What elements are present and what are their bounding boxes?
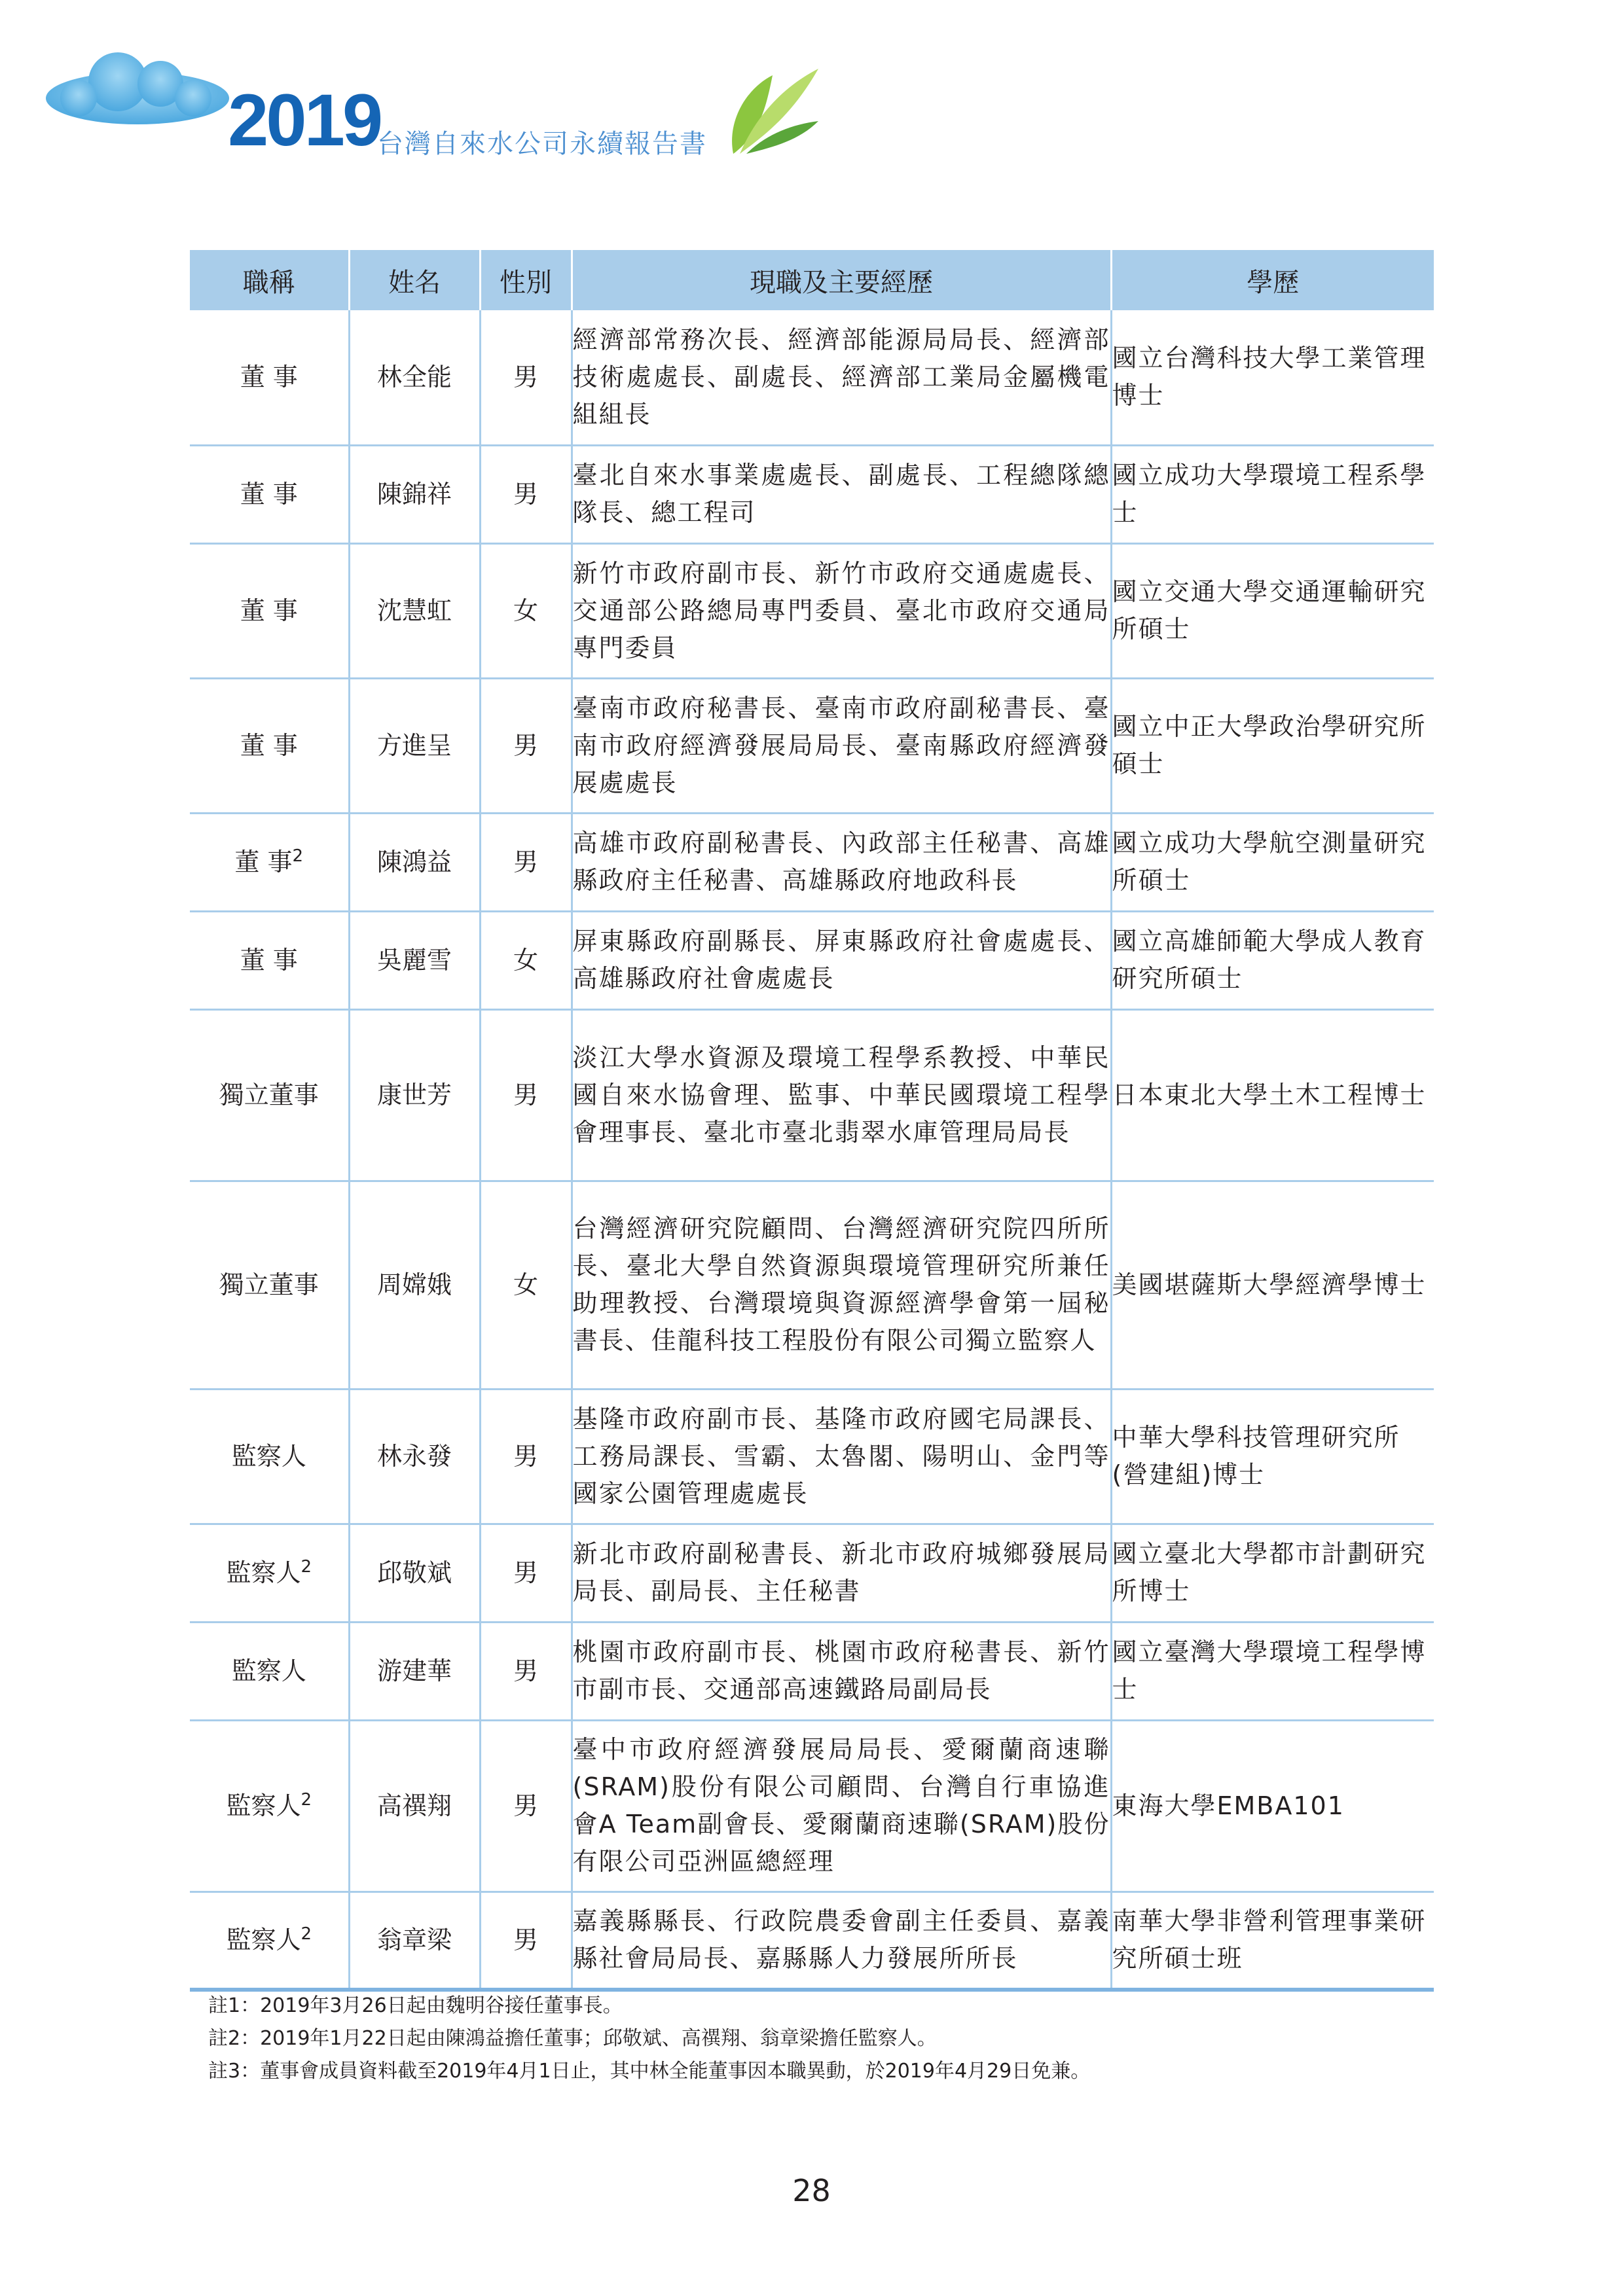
cell-title xyxy=(190,678,349,813)
cell-gender: 男 xyxy=(480,813,572,911)
cell-education: 國立臺灣大學環境工程學博士 xyxy=(1111,1622,1434,1720)
cell-name: 吳麗雪 xyxy=(349,911,480,1009)
table-row xyxy=(190,1720,1434,1892)
cell-gender: 男 xyxy=(480,1720,572,1892)
cell-gender: 男 xyxy=(480,1524,572,1622)
col-header-experience: 現職及主要經歷 xyxy=(572,250,1111,310)
footnote-marker: 2 xyxy=(301,1556,312,1577)
cell-education: 國立交通大學交通運輸研究所碩士 xyxy=(1111,543,1434,678)
cell-gender: 男 xyxy=(480,310,572,445)
cell-name: 康世芳 xyxy=(349,1009,480,1181)
footnotes xyxy=(208,1990,1090,2088)
cell-name: 林永發 xyxy=(349,1389,480,1524)
table-row xyxy=(190,543,1434,678)
title-text: 董 事 xyxy=(240,945,298,975)
cell-name: 高禩翔 xyxy=(349,1720,480,1892)
cell-title xyxy=(190,310,349,445)
footnote: 註3：董事會成員資料截至2019年4月1日止，其中林全能董事因本職異動，於2019年4月29日免兼。 xyxy=(208,2060,1091,2083)
col-header-education: 學歷 xyxy=(1111,250,1434,310)
cell-experience: 基隆市政府副市長、基隆市政府國宅局課長、工務局課長、雪霸、太魯閣、陽明山、金門等國家公園管理處處長 xyxy=(572,1389,1111,1524)
title-text: 監察人 xyxy=(226,1558,301,1587)
title-text: 監察人 xyxy=(226,1925,301,1954)
cell-experience: 桃園市政府副市長、桃園市政府秘書長、新竹市副市長、交通部高速鐵路局副局長 xyxy=(572,1622,1111,1720)
board-members-table xyxy=(190,250,1434,1992)
table-row xyxy=(190,1181,1434,1389)
title-text: 董 事 xyxy=(240,362,298,391)
cell-gender: 男 xyxy=(480,1892,572,1990)
cell-title xyxy=(190,1389,349,1524)
cloud-logo-icon xyxy=(39,46,236,131)
cell-education: 國立成功大學航空測量研究所碩士 xyxy=(1111,813,1434,911)
table-row xyxy=(190,445,1434,543)
cell-gender: 男 xyxy=(480,678,572,813)
cell-experience: 淡江大學水資源及環境工程學系教授、中華民國自來水協會理、監事、中華民國環境工程學會理事長、臺北市臺北翡翠水庫管理局局長 xyxy=(572,1009,1111,1181)
title-text: 監察人 xyxy=(231,1441,306,1471)
footnote: 註1：2019年3月26日起由魏明谷接任董事長。 xyxy=(208,1994,623,2017)
cell-gender: 男 xyxy=(480,445,572,543)
cell-gender: 女 xyxy=(480,543,572,678)
cell-experience: 經濟部常務次長、經濟部能源局局長、經濟部技術處處長、副處長、經濟部工業局金屬機電組組長 xyxy=(572,310,1111,445)
table-row xyxy=(190,1009,1434,1181)
title-text: 監察人 xyxy=(226,1791,301,1820)
title-text: 董 事 xyxy=(240,596,298,625)
cell-title xyxy=(190,1009,349,1181)
table-row xyxy=(190,911,1434,1009)
cell-experience: 高雄市政府副秘書長、內政部主任秘書、高雄縣政府主任秘書、高雄縣政府地政科長 xyxy=(572,813,1111,911)
cell-education: 南華大學非營利管理事業研究所碩士班 xyxy=(1111,1892,1434,1990)
table-row xyxy=(190,1892,1434,1990)
cell-education: 國立中正大學政治學研究所碩士 xyxy=(1111,678,1434,813)
title-text: 獨立董事 xyxy=(219,1270,319,1299)
cell-name: 沈慧虹 xyxy=(349,543,480,678)
col-header-gender: 性別 xyxy=(480,250,572,310)
title-text: 董 事 xyxy=(234,847,293,876)
cell-name: 翁章梁 xyxy=(349,1892,480,1990)
title-text: 董 事 xyxy=(240,479,298,509)
report-year: 2019 xyxy=(228,79,381,161)
col-header-name: 姓名 xyxy=(349,250,480,310)
cell-education: 中華大學科技管理研究所(營建組)博士 xyxy=(1111,1389,1434,1524)
cell-education: 國立高雄師範大學成人教育研究所碩士 xyxy=(1111,911,1434,1009)
table-row xyxy=(190,1389,1434,1524)
cell-name: 方進呈 xyxy=(349,678,480,813)
table-row xyxy=(190,1524,1434,1622)
cell-experience: 臺北自來水事業處處長、副處長、工程總隊總隊長、總工程司 xyxy=(572,445,1111,543)
table-row xyxy=(190,1622,1434,1720)
table-row xyxy=(190,813,1434,911)
footnote: 註2：2019年1月22日起由陳鴻益擔任董事；邱敬斌、高禩翔、翁章梁擔任監察人。 xyxy=(208,2027,937,2050)
cell-education: 國立臺北大學都市計劃研究所博士 xyxy=(1111,1524,1434,1622)
cell-education: 國立成功大學環境工程系學士 xyxy=(1111,445,1434,543)
cell-name: 陳錦祥 xyxy=(349,445,480,543)
cell-title xyxy=(190,1181,349,1389)
cell-education: 東海大學EMBA101 xyxy=(1111,1720,1434,1892)
cell-gender: 男 xyxy=(480,1389,572,1524)
cell-title xyxy=(190,1524,349,1622)
cell-experience: 臺南市政府秘書長、臺南市政府副秘書長、臺南市政府經濟發展局局長、臺南縣政府經濟發展處處長 xyxy=(572,678,1111,813)
page-number: 28 xyxy=(792,2173,831,2208)
title-text: 董 事 xyxy=(240,730,298,760)
cell-title xyxy=(190,813,349,911)
cell-experience: 台灣經濟研究院顧問、台灣經濟研究院四所所長、臺北大學自然資源與環境管理研究所兼任助理教授、台灣環境與資源經濟學會第一屆秘書長、佳龍科技工程股份有限公司獨立監察人 xyxy=(572,1181,1111,1389)
cell-name: 林全能 xyxy=(349,310,480,445)
cell-title xyxy=(190,1622,349,1720)
cell-education: 國立台灣科技大學工業管理博士 xyxy=(1111,310,1434,445)
footnote-marker: 2 xyxy=(301,1924,312,1944)
footnote-marker: 2 xyxy=(301,1789,312,1810)
cell-name: 陳鴻益 xyxy=(349,813,480,911)
page-header xyxy=(0,0,1623,183)
cell-title xyxy=(190,445,349,543)
cell-title xyxy=(190,911,349,1009)
col-header-title: 職稱 xyxy=(190,250,349,310)
cell-title xyxy=(190,1720,349,1892)
cell-gender: 男 xyxy=(480,1009,572,1181)
cell-title xyxy=(190,1892,349,1990)
cell-experience: 新北市政府副秘書長、新北市政府城鄉發展局局長、副局長、主任秘書 xyxy=(572,1524,1111,1622)
table-header-row xyxy=(190,250,1434,310)
cell-name: 邱敬斌 xyxy=(349,1524,480,1622)
cell-name: 周嫦娥 xyxy=(349,1181,480,1389)
footnote-marker: 2 xyxy=(292,846,304,866)
cell-education: 日本東北大學土木工程博士 xyxy=(1111,1009,1434,1181)
leaf-logo-icon xyxy=(720,62,825,160)
cell-education: 美國堪薩斯大學經濟學博士 xyxy=(1111,1181,1434,1389)
title-text: 監察人 xyxy=(231,1656,306,1685)
cell-experience: 屏東縣政府副縣長、屏東縣政府社會處處長、高雄縣政府社會處處長 xyxy=(572,911,1111,1009)
table-row xyxy=(190,310,1434,445)
cell-experience: 嘉義縣縣長、行政院農委會副主任委員、嘉義縣社會局局長、嘉縣縣人力發展所所長 xyxy=(572,1892,1111,1990)
title-text: 獨立董事 xyxy=(219,1080,319,1109)
cell-gender: 女 xyxy=(480,911,572,1009)
cell-experience: 臺中市政府經濟發展局局長、愛爾蘭商速聯(SRAM)股份有限公司顧問、台灣自行車協進會A Team副會長、愛爾蘭商速聯(SRAM)股份有限公司亞洲區總經理 xyxy=(572,1720,1111,1892)
cell-title xyxy=(190,543,349,678)
cell-name: 游建華 xyxy=(349,1622,480,1720)
cell-experience: 新竹市政府副市長、新竹市政府交通處處長、交通部公路總局專門委員、臺北市政府交通局專門委員 xyxy=(572,543,1111,678)
cell-gender: 男 xyxy=(480,1622,572,1720)
table-row xyxy=(190,678,1434,813)
cell-gender: 女 xyxy=(480,1181,572,1389)
report-title: 台灣自來水公司永續報告書 xyxy=(377,129,707,159)
